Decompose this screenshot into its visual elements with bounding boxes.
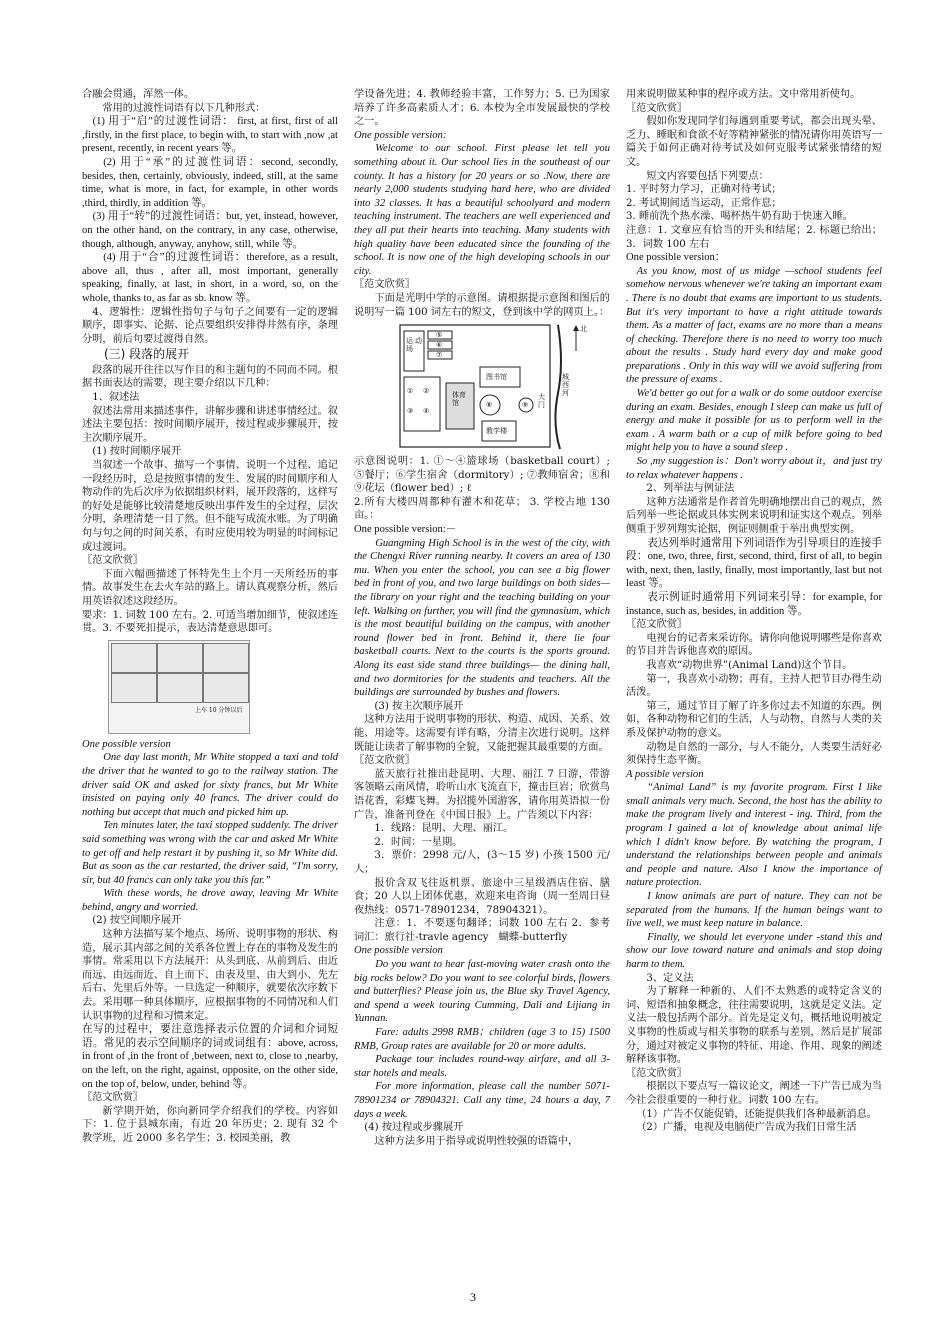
cartoon-panel [157, 643, 203, 673]
paragraph: 这种方法通常是作者首先明确地摆出自己的观点，然后列举一些论据或具体实例来说明和证实这个观点。列举侧重于罗列翔实论据，例证则侧重于举出典型实例。 [626, 496, 882, 535]
cartoon-panel [111, 673, 157, 703]
cartoon-panel [203, 643, 249, 673]
cartoon-panel [157, 673, 203, 703]
map-label-5: ⑤ [436, 331, 443, 340]
paragraph: （1）广告不仅能促销，还能提供我们各种最新消息。 [636, 1108, 877, 1120]
paragraph: One possible version [354, 945, 443, 957]
paragraph: (4) 用于“合”的过渡性词语：therefore, as a result, above all, thus , after all, most important, generally speaking, finally, at last, in short, in a word, so, on the whole, thanks to, as far as sb. know 等。 [82, 252, 338, 304]
paragraph: 第一，我喜欢小动物；再有，主持人把节目办得生动活泼。 [626, 673, 882, 699]
paragraph: 2、列举法与例证法 [646, 483, 735, 495]
paragraph: 短文内容要包括下列要点： [646, 170, 769, 182]
paragraph: Fare: adults 2998 RMB；children (age 3 to 15) 1500 RMB, Group rates are available for 20 or more adults. [354, 1027, 610, 1052]
paragraph: 4、逻辑性：逻辑性指句子与句子之间要有一定的逻辑顺序，即事实、论据、论点要组织安排得井然有序，条理分明，前后句要过渡得自然。 [82, 306, 338, 345]
section-heading: (三) 段落的展开 [104, 347, 190, 362]
page-number: 3 [470, 1290, 476, 1304]
paragraph: 这种方法多用于指导或说明性较强的语篇中， [374, 1135, 579, 1147]
paragraph: 3．票价：2998 元/人，(3～15 岁) 小孩 1500 元/人； [354, 850, 610, 875]
paragraph: 在写的过程中，要注意选择表示位置的介词和介词短语。常见的表示空间顺序的词或词组有：above, across, in front of ,in the front of ,between, next to, close to ,nearby, on the left, on the right, against, opposite, on the other side, on the top of, below, under, behind 等。 [82, 1024, 338, 1090]
cartoon-panel [111, 643, 157, 673]
map-label-sports: 运动场 [406, 337, 422, 354]
paragraph: Do you want to hear fast-moving water crash onto the big rocks below? Do you want to see colorful birds, flowers and butterflies? Please join us, the Blue sky Travel Agency, and spend a week touring Cumming, Dali and Lijiang in Yunnan. [354, 959, 610, 1025]
example-label: 〖范文欣赏〗 [626, 619, 688, 631]
paragraph: So ,my suggestion is：Don't worry about it，and just try to relax whatever happens . [626, 456, 882, 481]
example-label: 〖范文欣赏〗 [354, 755, 416, 767]
map-label-1: ① [407, 387, 414, 396]
paragraph: 用来说明做某种事的程序或方法。文中常用祈使句。 [626, 89, 861, 100]
map-label-teaching: 教学楼 [486, 427, 507, 436]
map-label-9: ⑨ [522, 401, 529, 410]
column-left [82, 88, 338, 1146]
map-label-river: 城西河 [562, 373, 569, 398]
paragraph: 当叙述一个故事、描写一个事情、说明一个过程、追记一段经历时，总是按照事情的发生、发展的时间顺序和人物动作的先后次序为依据组织材料，展开段落的，这样写的好处是能够比较清楚地反映出事件发生的全过程，层次分明，条理清楚一目了然。但不能写成流水账。为了明确句与句之间的时间关系，有时应使用较为明显的时间标记或过渡词。 [82, 460, 338, 553]
paragraph: 下面六幅画描述了怀特先生上个月一天所经历的事情。故事发生在去火车站的路上。请认真观察分析，然后用英语叙述这段经历。 [82, 568, 338, 607]
map-label-2: ② [423, 387, 430, 396]
paragraph: (3) 按主次顺序展开 [374, 700, 464, 712]
paragraph: 第三，通过节目了解了许多你过去不知道的东西。例如，各种动物和它们的生活，人与动物，自然与人类的关系及保护动物的意义。 [626, 700, 882, 739]
paragraph: 1．线路：昆明、大理、丽江。 [374, 823, 514, 835]
paragraph: 电视台的记者来采访你。请你向他说明哪些是你喜欢的节目并告诉他喜欢的原因。 [626, 632, 882, 658]
example-label: 〖范文欣赏〗 [82, 1092, 144, 1104]
paragraph: 表示例证时通常用下列词来引导：for example, for instance, such as, besides, in addition 等。 [626, 591, 882, 617]
example-label: 〖范文欣赏〗 [626, 1067, 688, 1079]
paragraph: (2) 按空间顺序展开 [92, 915, 182, 927]
paragraph: One possible version [82, 738, 171, 750]
paragraph: One possible version： [626, 252, 726, 264]
paragraph: With these words, he drove away, leaving Mr White behind, angry and worried. [82, 888, 338, 913]
paragraph: We'd better go out for a walk or do some outdoor exercise during an exam. Besides, enough I sleep can make us full of energy and make it possible for us to perform well in the exam . A warm bath or a cup of milk before going to bed might help you to have a sound sleep . [626, 388, 882, 454]
cartoon-caption: 上车 10 分钟以后 [195, 706, 243, 714]
paragraph: Ten minutes later, the taxi stopped suddenly. The driver said something was wrong with the car and asked Mr White to get off and help restart it by pushing it, so Mr White did. But as soon as the car restarted, the driver said, “I'm sorry, sir, but 40 francs can only take you this far.” [82, 820, 338, 886]
paragraph: 2.所有大楼四周都种有灌木和花草； 3. 学校占地 130 亩。： [354, 496, 610, 522]
paragraph: Guangming High School is in the west of the city, with the Chengxi River running nearby. It covers an area of 130 mu. When you enter the school, you can see a big flower bed in front of you, and two large buildings on both sides— the library on your right and the teaching building on your left. Walking on further, you will find the gymnasium, which is the most beautiful building on the campus, with another round flower bed in front. Behind it, there lie four basketball courts. Next to the courts is the sports ground. Along its east side stand three buildings— the dining hall, and two dormitories for the students and teachers. All the buildings are surrounded by bushes and flowers. [354, 537, 610, 699]
paragraph: One possible version: [354, 129, 447, 141]
map-label-north: 北 [580, 325, 587, 334]
paragraph: “Animal Land” is my favorite program. First I like small animals very much. Second, the host has the ability to make the program lively and interest - ing. Third, from the program I gained a lot of knowledge about animal life which I didn't know before. By watching the program, I understand the relationships between people and animals and people and nature. Also I know the importance of nature protection. [626, 782, 882, 889]
example-label: 〖范文欣赏〗 [82, 555, 144, 567]
example-label: 〖范文欣赏〗 [354, 279, 416, 291]
paragraph: 动物是自然的一部分，与人不能分，人类要生活好必须保持生态平衡。 [626, 741, 882, 767]
paragraph: 常用的过渡性词语有以下几种形式： [102, 102, 266, 114]
paragraph: A possible version [626, 768, 704, 780]
paragraph: (1) 按时间顺序展开 [92, 446, 182, 458]
paragraph: 表达列举时通常用下列词语作为引导项目的连接手段：one, two, three, first, second, third, first of all, to begin with, next, then, lastly, finally, most importantly, last but not least 等。 [626, 537, 882, 590]
paragraph: 注意：1. 文章应有恰当的开头和结尾；2. 标题已给出；3．词数 100 左右 [626, 224, 882, 250]
paragraph: 合融会贯通，浑然一体。 [82, 89, 195, 100]
paragraph: Welcome to our school. First please let tell you something about it. Our school lies in the southeast of our county. It has a history for 20 years or so .Now, there are nearly 2,000 students studying hard here, who are divided into 32 classes. It has a beautiful schoolyard and modern teaching instrument. The teachers are well experienced and they all put their hearts into teaching. Many students with high quality have been educated since the founding of the school. It is now one of the high developing schools in our city. [354, 143, 610, 277]
paragraph: 2．时间：一星期。 [374, 836, 463, 848]
map-label-library: 图书馆 [486, 373, 507, 382]
paragraph: 下面是光明中学的示意图。请根据提示意图和图后的说明写一篇 100 词左右的短文，登到该中学的网页上。： [354, 292, 610, 318]
cartoon-illustration [108, 640, 250, 734]
paragraph: 为了解释一种新的、人们不太熟悉的或特定含义的词、短语和抽象概念，往往需要说明，这就是定义法。定义法一般包括两个部分。首先是定义句，概括地说明被定义事物的性质或与相关事物的联系与差别，然后是扩展部分，通过对被定义事物的特征、用途、作用、现象的阐述解释该事物。 [626, 986, 882, 1066]
paragraph: Package tour includes round-way airfare, and all 3-star hotels and meals. [354, 1054, 610, 1079]
paragraph: 根据以下要点写一篇议论文，阐述一下广告已成为当今社会很重要的一种行业。词数 100 左右。 [626, 1081, 882, 1106]
paragraph: (2) 用于“承”的过渡性词语：second, secondly, besides, then, certainly, obviously, indeed, still, at the same time, what is more, in fact, for example, in other words ,third, thirdly, in addition 等。 [82, 156, 338, 209]
school-map [398, 323, 588, 451]
paragraph: (4) 按过程或步骤展开 [364, 1122, 464, 1134]
paragraph: 3、定义法 [646, 972, 694, 984]
paragraph: As you know, most of us midge —school students feel somehow nervous whenever we're taking an important exam . There is no doubt that exams are important to us students. But it's very important to have a right attitude towards them. As a matter of fact, exams are no more than a means of checking. Therefore there is no need to worry too much about the results . Study hard every day and make good preparations . Only in this way will we avoid suffering from the pressure of exams . [626, 265, 882, 386]
paragraph: 示意图说明：1. ①～④篮球场（basketball court）; ⑤餐厅；⑥学生宿舍（dormitory）; ⑦教师宿舍；⑧和⑨花坛（flower bed）; ℓ [354, 456, 610, 495]
cartoon-panel [203, 673, 249, 703]
column-right [626, 88, 882, 1135]
paragraph: 新学期开始，你向新同学介绍我们的学校。内容如下：1. 位于县城东南，有近 20 年历史；2. 现有 32 个教学班，近 2000 多名学生；3. 校园美丽，教 [82, 1105, 338, 1144]
paragraph: 1、叙述法 [92, 392, 140, 404]
paragraph: 叙述法常用来描述事件，讲解步骤和讲述事情经过。叙述法主要包括：按时间顺序展开，按过程或步骤展开，按主次顺序展开。 [82, 405, 338, 444]
paragraph: 这种方法描写某个地点、场所、说明事物的形状、构造，展示其内部之间的关系各位置上存在的事物及发生的事情。常采用以下方法展开：从头到底、从前到后、由近而远、由远而近、自上而下、由表及里、由大到小、先左后右、先里后外等。一旦选定一种顺序，就要依次序数下去。采用哪一种具体顺序，应根据事物的不同情况和人们认识事物的过程和习惯来定。 [82, 929, 338, 1022]
paragraph: 这种方法用于说明事物的形状、构造、成因、关系、效能、用途等。这需要有详有略，分清主次进行说明。这样既能让读者了解事物的全貌，又能把握其最重要的方面。 [354, 714, 610, 753]
paragraph: 报价含双飞往返机票、旅途中三星级酒店住宿、膳食；20 人以上团体优惠，欢迎来电咨询（周一至周日昼夜热线：0571-78901234，78904321）。 [354, 877, 610, 916]
paragraph: 注意：1．不要逐句翻译；词数 100 左右 2．参考词汇：旅行社-travle agency 蝴蝶-butterfly [354, 918, 610, 943]
map-label-6: ⑥ [436, 341, 443, 350]
paragraph: 学设备先进；4. 教师经验丰富，工作努力；5. 已为国家培养了许多高素质人才；6. 本校为全市发展最快的学校之一。 [354, 89, 610, 128]
paragraph: I know animals are part of nature. They can not be separated from the humans. If the human beings want to live well, we must keep nature in balance. [626, 891, 882, 930]
paragraph: One possible version:－ [354, 524, 457, 536]
map-label-8: ⑧ [486, 401, 493, 410]
paragraph: One day last month, Mr White stopped a taxi and told the driver that he wanted to go to the railway station. The driver said OK and asked for sixty francs, but Mr White insisted on paying only 40 francs. The driver could do nothing but accept that much and picked him up. [82, 752, 338, 818]
paragraph: (3) 用于“转”的过渡性词语：but, yet, instead, however, on the other hand, on the contrary, in any case, otherwise, though, although, anyway, anyhow, still, while 等。 [82, 211, 338, 250]
map-label-gate: 大门 [538, 393, 545, 410]
paragraph: （2）广播，电视及电脑使广告成为我们日常生活 [636, 1122, 857, 1134]
map-label-7: ⑦ [436, 351, 443, 360]
paragraph: For more information, please call the number 5071-78901234 or 78904321. Call any time, 24 hours a day, 7 days a week. [354, 1081, 610, 1120]
paragraph: 2. 考试期间适当运动，正常作息； [626, 197, 782, 209]
paragraph: Finally, we should let everyone under -stand this and show our love toward nature and animals and stop doing harm to them. [626, 931, 882, 970]
paragraph: 要求：1. 词数 100 左右。2. 可适当增加细节，使叙述连贯。3. 不要死扣提示，表达清楚意思即可。 [82, 609, 338, 635]
map-label-3: ③ [407, 407, 414, 416]
paragraph: 段落的展开往往以写作目的和主题句的不同而不同。根据书面表达的需要，现主要介绍以下几种： [82, 364, 338, 390]
paragraph: 1. 平时努力学习，正确对待考试； [626, 184, 782, 196]
map-label-4: ④ [423, 407, 430, 416]
paragraph: 蓝天旅行社推出赴昆明、大理、丽江 7 日游，带游客领略云南风情，聆听山水飞流直下，撞击巨岩；欣赏鸟语花香，彩蝶飞舞。为招揽外国游客，请你用英语拟一份广告，准备刊登在《中国日报》上。广告须以下内容： [354, 768, 610, 821]
map-label-gym: 体育馆 [452, 391, 466, 408]
column-middle [354, 88, 610, 1148]
paragraph: 假如你发现同学们每遇到重要考试，都会出现头晕、乏力、睡眠和食欲不好等精神紧张的情况请你用英语写一篇关于如何正确对待考试及如何克服考试紧张情绪的短文。 [626, 116, 882, 168]
paragraph: 我喜欢“动物世界”(Animal Land)这个节目。 [646, 659, 853, 671]
paragraph: 3. 睡前洗个热水澡、喝杯热牛奶有助于快速入睡。 [626, 211, 853, 223]
paragraph: (1) 用于“启”的过渡性词语： first, at first, first of all ,firstly, in the first place, to begin with, to start with ,now ,at present, recently, in recent years 等。 [82, 116, 338, 155]
example-label: 〖范文欣赏〗 [626, 102, 688, 114]
